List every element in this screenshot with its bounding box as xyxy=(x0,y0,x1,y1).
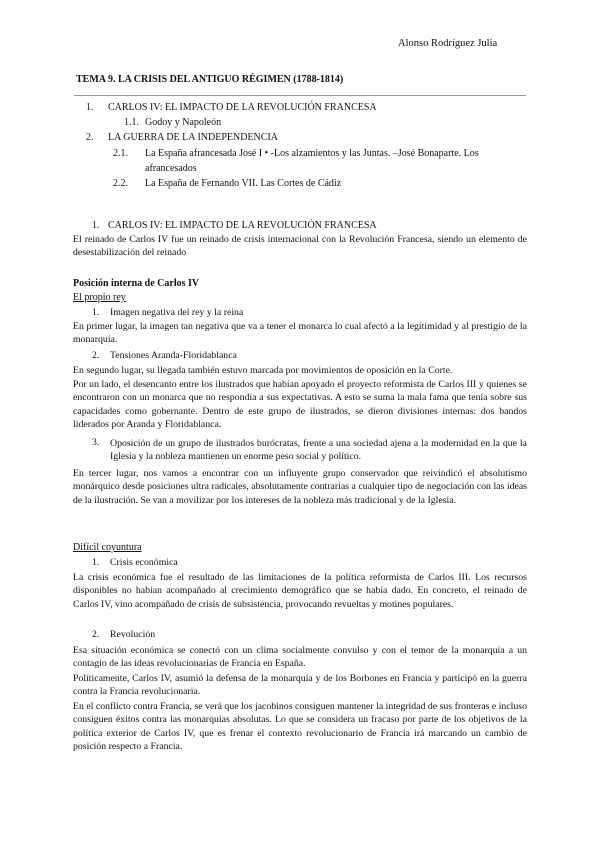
list-num: 3. xyxy=(92,437,100,448)
paragraph: Políticamente, Carlos IV, asumió la defensa de la monarquía y de los Borbones en Francia y participó en la guerra contra la Francia revolucionaria. xyxy=(73,673,527,698)
author-name: Alonso Rodríguez Julia xyxy=(398,38,498,49)
paragraph: Por un lado, el desencanto entre los ilustrados que habían apoyado el proyecto reformista de Carlos III y quienes se encontraron con un monarca que no respondía a sus expectativas. A esto se suma la mala fama que tenía sobre sus capacidades como gobernante. Dentro de este grupo de ilustrados, se dieron divisiones internas: dos bandos liderados por Aranda y Floridablanca. xyxy=(73,379,527,431)
section-heading: CARLOS IV: EL IMPACTO DE LA REVOLUCIÓN FRANCESA xyxy=(108,220,377,231)
list-num: 1. xyxy=(92,557,100,568)
list-item: Revolución xyxy=(110,629,156,640)
toc-num-2-2: 2.2. xyxy=(113,178,128,189)
document-title: TEMA 9. LA CRISIS DEL ANTIGUO RÉGIMEN (1788-1814) xyxy=(76,74,344,85)
section-intro: El reinado de Carlos IV fue un reinado de crisis internacional con la Revolución Francesa, siendo un elemento de desestabilización del reinado xyxy=(73,234,527,259)
toc-item-1: CARLOS IV: EL IMPACTO DE LA REVOLUCIÓN FRANCESA xyxy=(108,102,377,113)
toc-num-2: 2. xyxy=(86,132,94,143)
coyuntura-heading: Difícil coyuntura xyxy=(73,542,142,553)
list-num: 2. xyxy=(92,629,100,640)
toc-num-2-1: 2.1. xyxy=(113,148,128,159)
toc-item-2-1: La España afrancesada José I • -Los alzamientos y las Juntas. –José Bonaparte. Los xyxy=(145,148,479,159)
list-item: Tensiones Aranda-Floridablanca xyxy=(110,350,237,361)
paragraph: En segundo lugar, su llegada también estuvo marcada por movimientos de oposición en la Corte. xyxy=(73,365,453,376)
toc-item-1-1: Godoy y Napoleón xyxy=(145,117,222,128)
toc-item-2-1-cont: afrancesados xyxy=(145,163,197,174)
paragraph: Esa situación económica se conectó con un clima socialmente convulso y con el temor de la monarquía a un contagio de las ideas revolucionarias de Francia en España. xyxy=(73,645,527,670)
posicion-heading: Posición interna de Carlos IV xyxy=(73,278,200,289)
section-number: 1. xyxy=(92,220,100,231)
list-num: 2. xyxy=(92,350,100,361)
toc-num-1-1: 1.1. xyxy=(124,117,139,128)
list-item: Crisis económica xyxy=(110,557,178,568)
paragraph: La crisis económica fue el resultado de las limitaciones de la política reformista de Carlos III. Los recursos disponibles no habían acompañado al crecimiento demográfico que se había dado. En concreto, el reinado de Carlos IV, vino acompañado de crisis de subsistencia, provocando revueltas y motines populares. xyxy=(73,572,527,610)
list-item: Imagen negativa del rey y la reina xyxy=(110,307,244,318)
list-num: 1. xyxy=(92,307,100,318)
title-divider xyxy=(74,95,526,96)
paragraph: En primer lugar, la imagen tan negativa que va a tener el monarca lo cual afectó a la legitimidad y al prestigio de la monarquía. xyxy=(73,321,527,346)
propio-rey-subheading: El propio rey xyxy=(73,292,126,303)
paragraph: En tercer lugar, nos vamos a encontrar con un influyente grupo conservador que reivindicó el absolutismo monárquico desde posiciones ultra radicales, absolutamente contrarias a cualquier tipo de negociación con las ideas de la ilustración. Se van a movilizar por los intereses de la nobleza más tradicional y de la Iglesia. xyxy=(73,468,527,506)
toc-num-1: 1. xyxy=(86,102,94,113)
toc-item-2: LA GUERRA DE LA INDEPENDENCIA xyxy=(108,132,278,143)
toc-item-2-2: La España de Fernando VII. Las Cortes de Cádiz xyxy=(145,178,342,189)
paragraph: En el conflicto contra Francia, se verá que los jacobinos consiguen mantener la integridad de sus fronteras e incluso consiguen éxitos contra las monarquías absolutas. Lo que se considera un fracaso por parte de los objetivos de la política exterior de Carlos IV, que es frenar el contexto revolucionario de Francia irá marcando un cambio de posición respecto a Francia. xyxy=(73,701,527,753)
list-item: Oposición de un grupo de ilustrados burócratas, frente a una sociedad ajena a la modernidad en la que la Iglesia y la nobleza mantienen un enorme peso social y político. xyxy=(110,438,527,463)
